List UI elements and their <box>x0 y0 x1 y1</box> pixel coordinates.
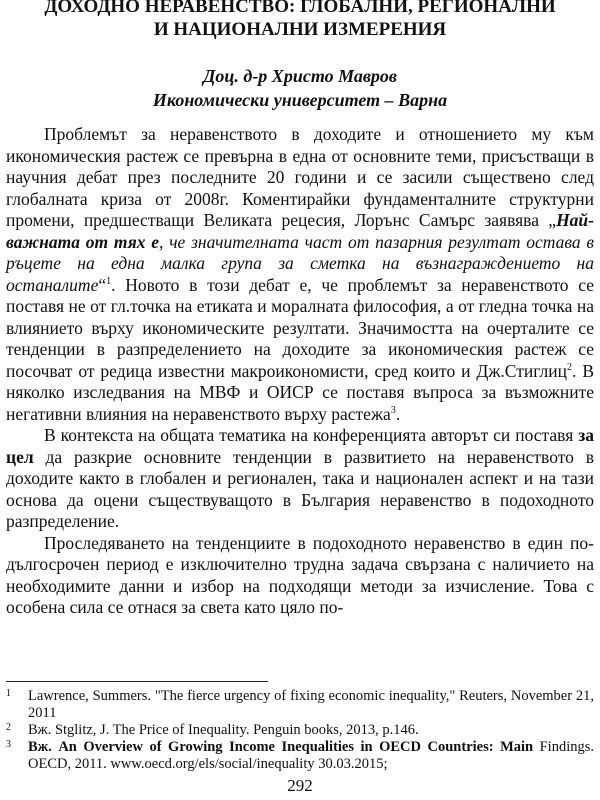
footnote-number: 3 <box>6 739 11 750</box>
p1-text-2: “ <box>98 274 107 295</box>
footnote-2 <box>6 722 594 739</box>
footnote-number: 1 <box>6 688 11 699</box>
footnote-ref-2[interactable]: 2 <box>567 361 573 373</box>
footnote-text: Lawrence, Summers. "The fierce urgency of fixing economic inequality," Reuters, November 21, 2011 <box>28 688 594 721</box>
p1-italic-quote: , че значителната част от пазарния резултат остава в ръцете на една малка група за сметка на възнаграждението на останалите <box>6 231 594 295</box>
p2-text-1: В контекста на общата тематика на конференцията авторът си поставя <box>44 425 579 445</box>
footnote-text: Вж. Stglitz, J. The Price of Inequality. Penguin books, 2013, p.146. <box>28 722 419 738</box>
paragraph-3: Проследяването на тенденциите в подоходното неравенство в един по-дългосрочен период е изключително трудна задача свързана с наличието на необходимите данни и избор на подходящи методи за изчисление. Това с особена сила се отнася за света като цяло по- <box>6 532 594 617</box>
p2-text-2: да разкрие основните тенденции в развитието на неравенството в доходите както в глобален и регионален, така и национален аспект и на тази основа да оцени съществуващото в България неравенство в подоходното разпределение. <box>6 446 594 531</box>
body-text <box>6 124 594 619</box>
footnote-ref-1[interactable]: 1 <box>106 275 112 287</box>
footnote-bold-text: Вж. An Overview of Growing Income Inequalities in OECD Countries: Main <box>28 739 534 755</box>
title-line-1: ДОХОДНО НЕРАВЕНСТВО: ГЛОБАЛНИ, РЕГИОНАЛНИ <box>44 0 556 17</box>
paragraph-1 <box>6 124 594 425</box>
footnote-text: Findings. OECD, 2011. www.oecd.org/els/social/inequality 30.03.2015; <box>28 739 595 772</box>
footnote-3 <box>6 739 594 773</box>
p1-text-1: Проблемът за неравенството в доходите и отношението му към икономическия растеж се превърна в една от основните теми, присъстващи в научния дебат през последните 20 години и се засили съществено след глобалната криза от 2008г. Коментирайки фундаменталните структурни промени, предшестващи Великата рецесия, Лорънс Самърс заявява „ <box>6 124 594 230</box>
title-line-2: И НАЦИОНАЛНИ ИЗМЕРЕНИЯ <box>153 19 447 40</box>
footnote-divider <box>6 681 268 682</box>
paper-title <box>0 0 600 41</box>
footnote-ref-3[interactable]: 3 <box>390 404 396 416</box>
p2-bold-goal: за цел <box>6 425 594 467</box>
author-block <box>0 64 600 112</box>
p1-bold-italic: Най-важната от тях е <box>6 210 594 252</box>
author-name: Доц. д-р Христо Мавров <box>203 66 397 86</box>
p1-text-4: . В няколко изследвания на МВФ и ОИСР се поставя въпроса за възможните негативни влияния на неравенството върху растежа <box>6 360 594 424</box>
paragraph-2 <box>6 425 594 533</box>
page-number: 292 <box>287 776 313 795</box>
author-affiliation: Икономически университет – Варна <box>152 90 448 110</box>
footnote-1 <box>6 688 594 722</box>
p1-text-5: . <box>395 403 401 424</box>
footnotes <box>6 688 594 773</box>
p1-text-3: . Новото в този дебат е, че проблемът за неравенството се поставя не от гл.точка на етиката и моралната философия, а от гледна точка на влиянието върху икономическите резултати. Значимостта на очерталите се тенденции в разпределението на доходите за икономическия растеж се посочват от редица известни макроикономисти, сред които и Дж.Стиглиц <box>6 274 594 381</box>
footnote-number: 2 <box>6 722 11 733</box>
